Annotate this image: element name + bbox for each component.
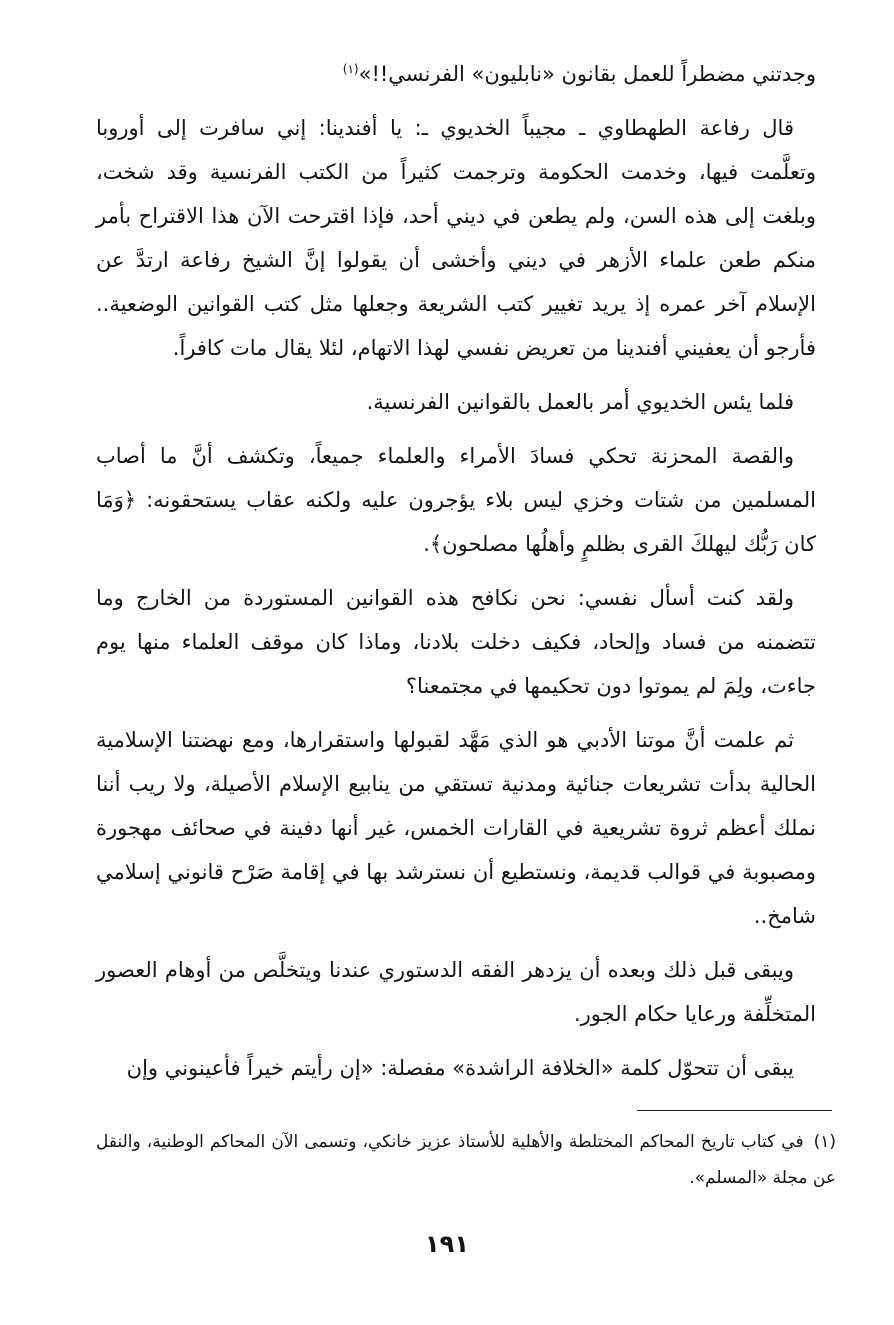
footnote: [96, 1124, 836, 1196]
footnote-text: في كتاب تاريخ المحاكم المختلطة والأهلية للأستاذ عزيز خانكي، وتسمى الآن المحاكم الوطنية، والنقل عن مجلة «المسلم».: [96, 1132, 836, 1188]
footnote-reference: (١): [342, 62, 359, 76]
paragraph-3: فلما يئس الخديوي أمر بالعمل بالقوانين الفرنسية.: [366, 390, 794, 414]
footnote-divider: [637, 1110, 832, 1111]
paragraph-8: يبقى أن تتحوّل كلمة «الخلافة الراشدة» مفصلة: «إن رأيتم خيراً فأعينوني وإن: [126, 1056, 794, 1080]
page-body: [96, 52, 816, 1100]
paragraph-7: ويبقى قبل ذلك وبعده أن يزدهر الفقه الدستوري عندنا ويتخلَّص من أوهام العصور المتخلِّفة ورعايا حكام الجور.: [96, 958, 816, 1026]
paragraph-5: ولقد كنت أسأل نفسي: نحن نكافح هذه القوانين المستوردة من الخارج وما تتضمنه من فساد وإلحاد، فكيف دخلت بلادنا، وماذا كان موقف العلماء منها يوم جاءت، ولِمَ لم يموتوا دون تحكيمها في مجتمعنا؟: [96, 586, 816, 698]
page-number: ١٩١: [425, 1230, 469, 1258]
paragraph-2: قال رفاعة الطهطاوي ـ مجيباً الخديوي ـ: يا أفندينا: إني سافرت إلى أوروبا وتعلَّمت فيها، وخدمت الحكومة وترجمت كثيراً من الكتب الفرنسية وقد شخت، وبلغت إلى هذه السن، ولم يطعن في ديني أحد، فإذا اقترحت الآن هذا الاقتراح بأمر منكم طعن علماء الأزهر في ديني وأخشى أن يقولوا إنَّ الشيخ رفاعة ارتدَّ عن الإسلام آخر عمره إذ يريد تغيير كتب الشريعة وجعلها مثل كتب القوانين الوضعية.. فأرجو أن يعفيني أفندينا من تعريض نفسي لهذا الاتهام، لئلا يقال مات كافراً.: [96, 116, 816, 360]
footnote-number: (١): [813, 1132, 836, 1152]
paragraph-6: ثم علمت أنَّ موتنا الأدبي هو الذي مَهَّد لقبولها واستقرارها، ومع نهضتنا الإسلامية الحالية بدأت تشريعات جنائية ومدنية تستقي من ينابيع الإسلام الأصيلة، ولا ريب أننا نملك أعظم ثروة تشريعية في القارات الخمس، غير أنها دفينة في صحائف مهجورة ومصبوبة في قوالب قديمة، ونستطيع أن نسترشد بها في إقامة صَرْح قانوني إسلامي شامخ..: [96, 728, 816, 928]
paragraph-4: والقصة المحزنة تحكي فسادَ الأمراء والعلماء جميعاً، وتكشف أنَّ ما أصاب المسلمين من شتات وخزي ليس بلاء يؤجرون عليه ولكنه عقاب يستحقونه: ﴿وَمَا كان رَبُّك ليهلكَ القرى بظلمٍ وأهلُها مصلحون﴾.: [96, 444, 816, 556]
paragraph-1: [96, 52, 816, 96]
paragraph-1-text: وجدتني مضطراً للعمل بقانون «نابليون» الفرنسي!!»: [358, 62, 816, 86]
